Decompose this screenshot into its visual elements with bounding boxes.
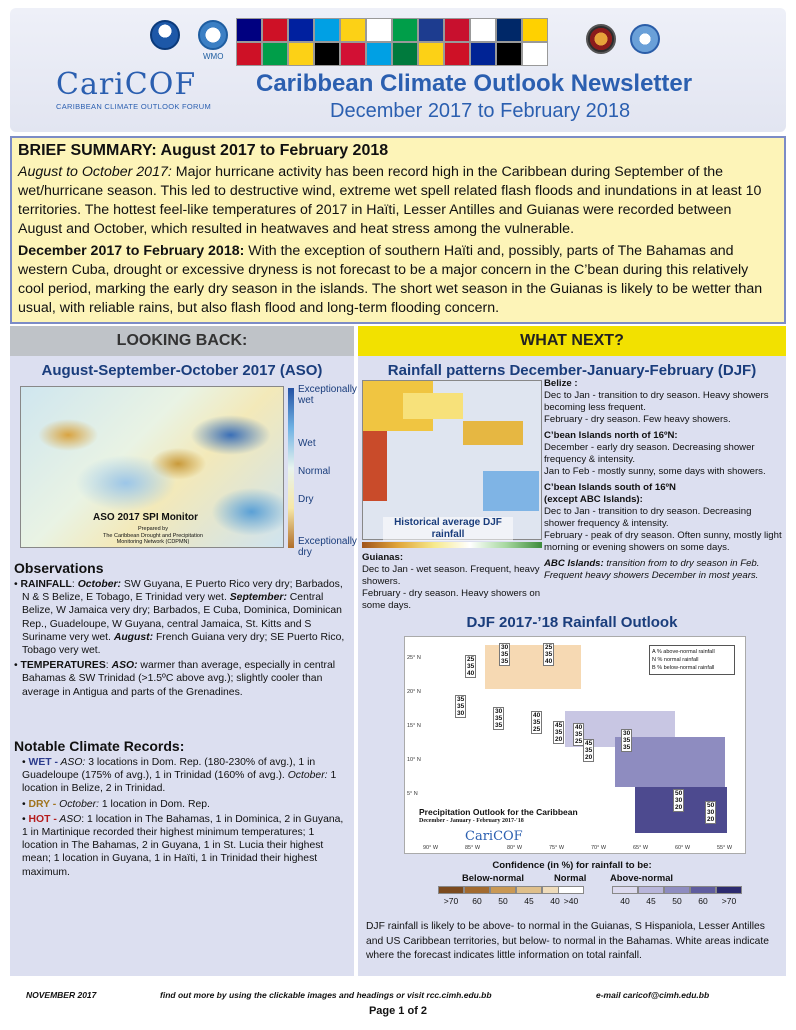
country-flag — [262, 42, 288, 66]
confidence-swatch — [664, 886, 690, 894]
longitude-tick: 70° W — [591, 845, 607, 851]
outlook-probability-label: 40 35 25 — [533, 712, 541, 733]
outlook-probability-label: 30 35 35 — [495, 708, 503, 729]
rcc-logo[interactable] — [630, 24, 660, 54]
longitude-tick: 85° W — [465, 845, 481, 851]
outlook-probability-label: 40 35 25 — [575, 724, 583, 745]
note-south-text: Dec to Jan - transition to dry season. Decreasing shower frequency & intensity. February - peak of dry season. Often sunny, mostly light morning or evening showers on some days. — [544, 506, 782, 553]
page-number: Page 1 of 2 — [368, 1005, 428, 1017]
confidence-below-label: Below-normal — [462, 872, 524, 883]
country-flag — [522, 18, 548, 42]
confidence-swatch — [516, 886, 542, 894]
newsletter-period: December 2017 to February 2018 — [330, 100, 631, 122]
note-south-heading: C’bean Islands south of 16ºN (except ABC Islands): — [544, 482, 676, 505]
confidence-value: 60 — [472, 896, 482, 906]
country-flag — [470, 42, 496, 66]
country-flag — [366, 18, 392, 42]
country-flag — [522, 42, 548, 66]
confidence-swatch — [558, 886, 584, 894]
brief-summary-box — [10, 136, 786, 324]
confidence-value: 50 — [672, 896, 682, 906]
country-flag — [496, 18, 522, 42]
record-wet: • WET - ASO: 3 locations in Dom. Rep. (180-230% of avg.), 1 in Guadeloupe (175% of avg.), 1 in Trinidad (160% of avg.). October: 1 location in Belize, 2 in Trinidad. — [22, 757, 337, 795]
footer-website-link[interactable]: find out more by using the clickable images and headings or visit rcc.cimh.edu.bb — [160, 990, 492, 1000]
newsletter-header — [10, 8, 786, 132]
country-flag — [470, 18, 496, 42]
country-flag — [262, 18, 288, 42]
latitude-tick: 15° N — [407, 723, 421, 729]
country-flag — [444, 42, 470, 66]
longitude-tick: 80° W — [507, 845, 523, 851]
outlook-probability-label: 45 35 20 — [585, 740, 593, 761]
spi-map-title: ASO 2017 SPI Monitor — [93, 512, 199, 523]
note-guianas: Guianas: Dec to Jan - wet season. Frequent, heavy showers. February - dry season. Heavy showers on some days. — [362, 552, 541, 611]
rainfall-outlook-map[interactable] — [404, 636, 746, 854]
longitude-tick: 60° W — [675, 845, 691, 851]
spi-legend-exceptionally-wet: Exceptionally wet — [298, 384, 357, 406]
obs-temperatures: • TEMPERATURES: ASO: warmer than average, especially in central Bahamas & SW Trinidad (>1.5ºC above avg.); slightly cooler than average in Antigua and parts of the Grenadines. — [14, 660, 336, 698]
confidence-swatch — [464, 886, 490, 894]
confidence-title: Confidence (in %) for rainfall to be: — [492, 860, 652, 871]
what-next-banner: WHAT NEXT? — [358, 326, 786, 356]
outlook-probability-label: 30 35 35 — [623, 730, 631, 751]
outlook-legend: A % above-normal rainfall N % normal rainfall B % below-normal rainfall — [649, 645, 735, 675]
spi-monitor-map[interactable] — [20, 386, 284, 548]
looking-back-column — [10, 326, 357, 976]
note-north-heading: C’bean Islands north of 16ºN: — [544, 430, 678, 441]
longitude-tick: 90° W — [423, 845, 439, 851]
country-flag — [444, 18, 470, 42]
obs-rainfall: • RAINFALL: October: SW Guyana, E Puerto Rico very dry; Barbados, N & S Belize, E Tobago, E Trinidad very wet. September: Central Belize, W Jamaica very dry; Barbados, E Cuba, Dominica, Dominican Rep., Guadeloupe, W Guyana, central Jamaica, St. Kitts and S Suriname very wet. August: French Guiana very dry; SE Puerto Rico, Tobago very wet. — [14, 579, 345, 657]
outlook-probability-label: 50 30 20 — [707, 802, 715, 823]
country-flag — [418, 18, 444, 42]
note-north-text: December - early dry season. Decreasing shower frequency & intensity. Jan to Feb - mostly sunny, some days with showers. — [544, 442, 766, 477]
confidence-value: 60 — [698, 896, 708, 906]
country-flag — [236, 42, 262, 66]
footer-date: NOVEMBER 2017 — [26, 990, 97, 1000]
country-flag — [288, 18, 314, 42]
confidence-above-label: Above-normal — [610, 872, 674, 883]
confidence-value: 40 — [620, 896, 630, 906]
what-next-column — [358, 326, 786, 976]
note-abc: ABC Islands: transition from to dry season in Feb. Frequent heavy showers December in most years. — [544, 558, 760, 581]
spi-legend-exceptionally-dry: Exceptionally dry — [298, 536, 357, 558]
records-heading: Notable Climate Records: — [14, 738, 185, 754]
outlook-heading[interactable]: DJF 2017-’18 Rainfall Outlook — [466, 614, 678, 631]
noaa-logo[interactable] — [150, 20, 180, 50]
confidence-normal-swatch — [558, 886, 584, 894]
confidence-below-swatches — [438, 886, 568, 894]
historical-map-legend — [362, 542, 542, 548]
confidence-value: 40 — [550, 896, 560, 906]
confidence-value: 45 — [646, 896, 656, 906]
djf-regional-notes — [544, 378, 782, 582]
country-flag — [392, 42, 418, 66]
record-dry: • DRY - October: 1 location in Dom. Rep. — [22, 798, 210, 810]
confidence-value: 50 — [498, 896, 508, 906]
latitude-tick: 20° N — [407, 689, 421, 695]
confidence-above-values — [612, 896, 742, 906]
outlook-probability-label: 25 35 40 — [545, 644, 553, 665]
cimh-logo[interactable] — [586, 24, 616, 54]
historical-map-label: Historical average DJF rainfall — [383, 517, 513, 541]
footer — [10, 990, 786, 1004]
confidence-below-values — [438, 896, 568, 906]
country-flag — [314, 18, 340, 42]
note-belize-heading: Belize : — [544, 378, 578, 389]
spi-legend-colorbar — [288, 388, 294, 548]
looking-back-banner: LOOKING BACK: — [10, 326, 354, 356]
confidence-value: >70 — [721, 896, 737, 906]
caricof-logo[interactable]: CariCOF CARIBBEAN CLIMATE OUTLOOK FORUM — [56, 67, 212, 111]
confidence-normal-value: >40 — [563, 896, 579, 906]
country-flag — [340, 18, 366, 42]
confidence-swatch — [638, 886, 664, 894]
confidence-above-swatches — [612, 886, 742, 894]
newsletter-title[interactable]: Caribbean Climate Outlook Newsletter — [256, 70, 693, 97]
longitude-tick: 55° W — [717, 845, 733, 851]
djf-heading[interactable]: Rainfall patterns December-January-February (DJF) — [387, 362, 757, 379]
wmo-logo[interactable] — [198, 20, 228, 50]
latitude-tick: 5° N — [407, 791, 418, 797]
outlook-caption-sub: December - January - February 2017-'18 — [419, 818, 524, 824]
country-flag — [340, 42, 366, 66]
summary-heading: BRIEF SUMMARY: August 2017 to February 2018 — [18, 142, 389, 159]
country-flag — [366, 42, 392, 66]
aso-heading[interactable]: August-September-October 2017 (ASO) — [41, 362, 323, 379]
spi-map-credit: Prepared by The Caribbean Drought and Precipitation Monitoring Network (CDPMN) — [103, 526, 203, 545]
country-flag — [314, 42, 340, 66]
observations-section — [14, 560, 350, 701]
confidence-swatch — [612, 886, 638, 894]
outlook-probability-label: 25 35 40 — [467, 656, 475, 677]
outlook-probability-label: 30 35 35 — [501, 644, 509, 665]
country-flag — [496, 42, 522, 66]
summary-paragraph-past: August to October 2017: Major hurricane activity has been record high in the Caribbean during September of the wet/hurricane season. This led to destructive wind, extreme wet spell related flash floods and inundations in at least 10 territories. The hottest feel-like temperatures of 2017 in Haïti, Lesser Antilles and Guianas were recorded between August and October, which resulted in heatwaves and heat stress among the vulnerable. — [18, 164, 762, 237]
confidence-value: >70 — [443, 896, 459, 906]
country-flag — [236, 18, 262, 42]
outlook-probability-label: 45 35 20 — [555, 722, 563, 743]
country-flag — [288, 42, 314, 66]
latitude-tick: 10° N — [407, 757, 421, 763]
country-flag — [418, 42, 444, 66]
outlook-caption: Precipitation Outlook for the Caribbean — [419, 807, 578, 817]
outlook-probability-label: 50 30 20 — [675, 790, 683, 811]
outlook-caricof-logo: CariCOF — [465, 829, 523, 844]
longitude-tick: 65° W — [633, 845, 649, 851]
note-belize-text: Dec to Jan - transition to dry season. Heavy showers becoming less frequent. February - dry season. Few heavy showers. — [544, 390, 769, 425]
summary-paragraph-forecast: December 2017 to February 2018: With the exception of southern Haïti and, possibly, parts of The Bahamas and western Cuba, drought or excessive dryness is not forecast to be a major concern in the C’bean during this relatively cool period, marking the early dry season in the islands. The short wet season in the Guianas is likely to be wetter than usual, with reliable rains, but also flash flood and long-term flooding concern. — [18, 243, 763, 316]
observations-heading: Observations — [14, 560, 104, 576]
footer-email-link[interactable]: e-mail caricof@cimh.edu.bb — [596, 990, 710, 1000]
member-flags-strip — [236, 18, 548, 66]
confidence-swatch — [716, 886, 742, 894]
spi-legend-dry: Dry — [298, 494, 314, 505]
latitude-tick: 25° N — [407, 655, 421, 661]
confidence-swatch — [438, 886, 464, 894]
confidence-swatch — [490, 886, 516, 894]
confidence-swatch — [690, 886, 716, 894]
historical-rainfall-map[interactable] — [362, 380, 542, 540]
climate-records-section — [14, 738, 350, 881]
spi-legend-normal: Normal — [298, 466, 331, 477]
wmo-logo-text: WMO — [203, 52, 224, 61]
outlook-probability-label: 35 35 30 — [457, 696, 465, 717]
record-hot: • HOT - ASO: 1 location in The Bahamas, 1 in Dominica, 2 in Guyana, 1 in Martinique recorded their highest minimum temperatures; 1 location in The Bahamas, 2 in Guyana, 1 in St. Lucia their highest mean; 1 location in Guyana, 1 in Haïti, 1 in Trinidad their highest maximum. — [22, 813, 344, 878]
confidence-normal-label: Normal — [554, 872, 587, 883]
country-flag — [392, 18, 418, 42]
spi-legend-wet: Wet — [298, 438, 316, 449]
outlook-summary-text: DJF rainfall is likely to be above- to normal in the Guianas, S Hispaniola, Lesser Antilles and US Caribbean territories, but below- to normal in the Bahamas. White areas indicate where the forecast indicates little information on total rainfall. — [366, 921, 769, 961]
longitude-tick: 75° W — [549, 845, 565, 851]
confidence-value: 45 — [524, 896, 534, 906]
